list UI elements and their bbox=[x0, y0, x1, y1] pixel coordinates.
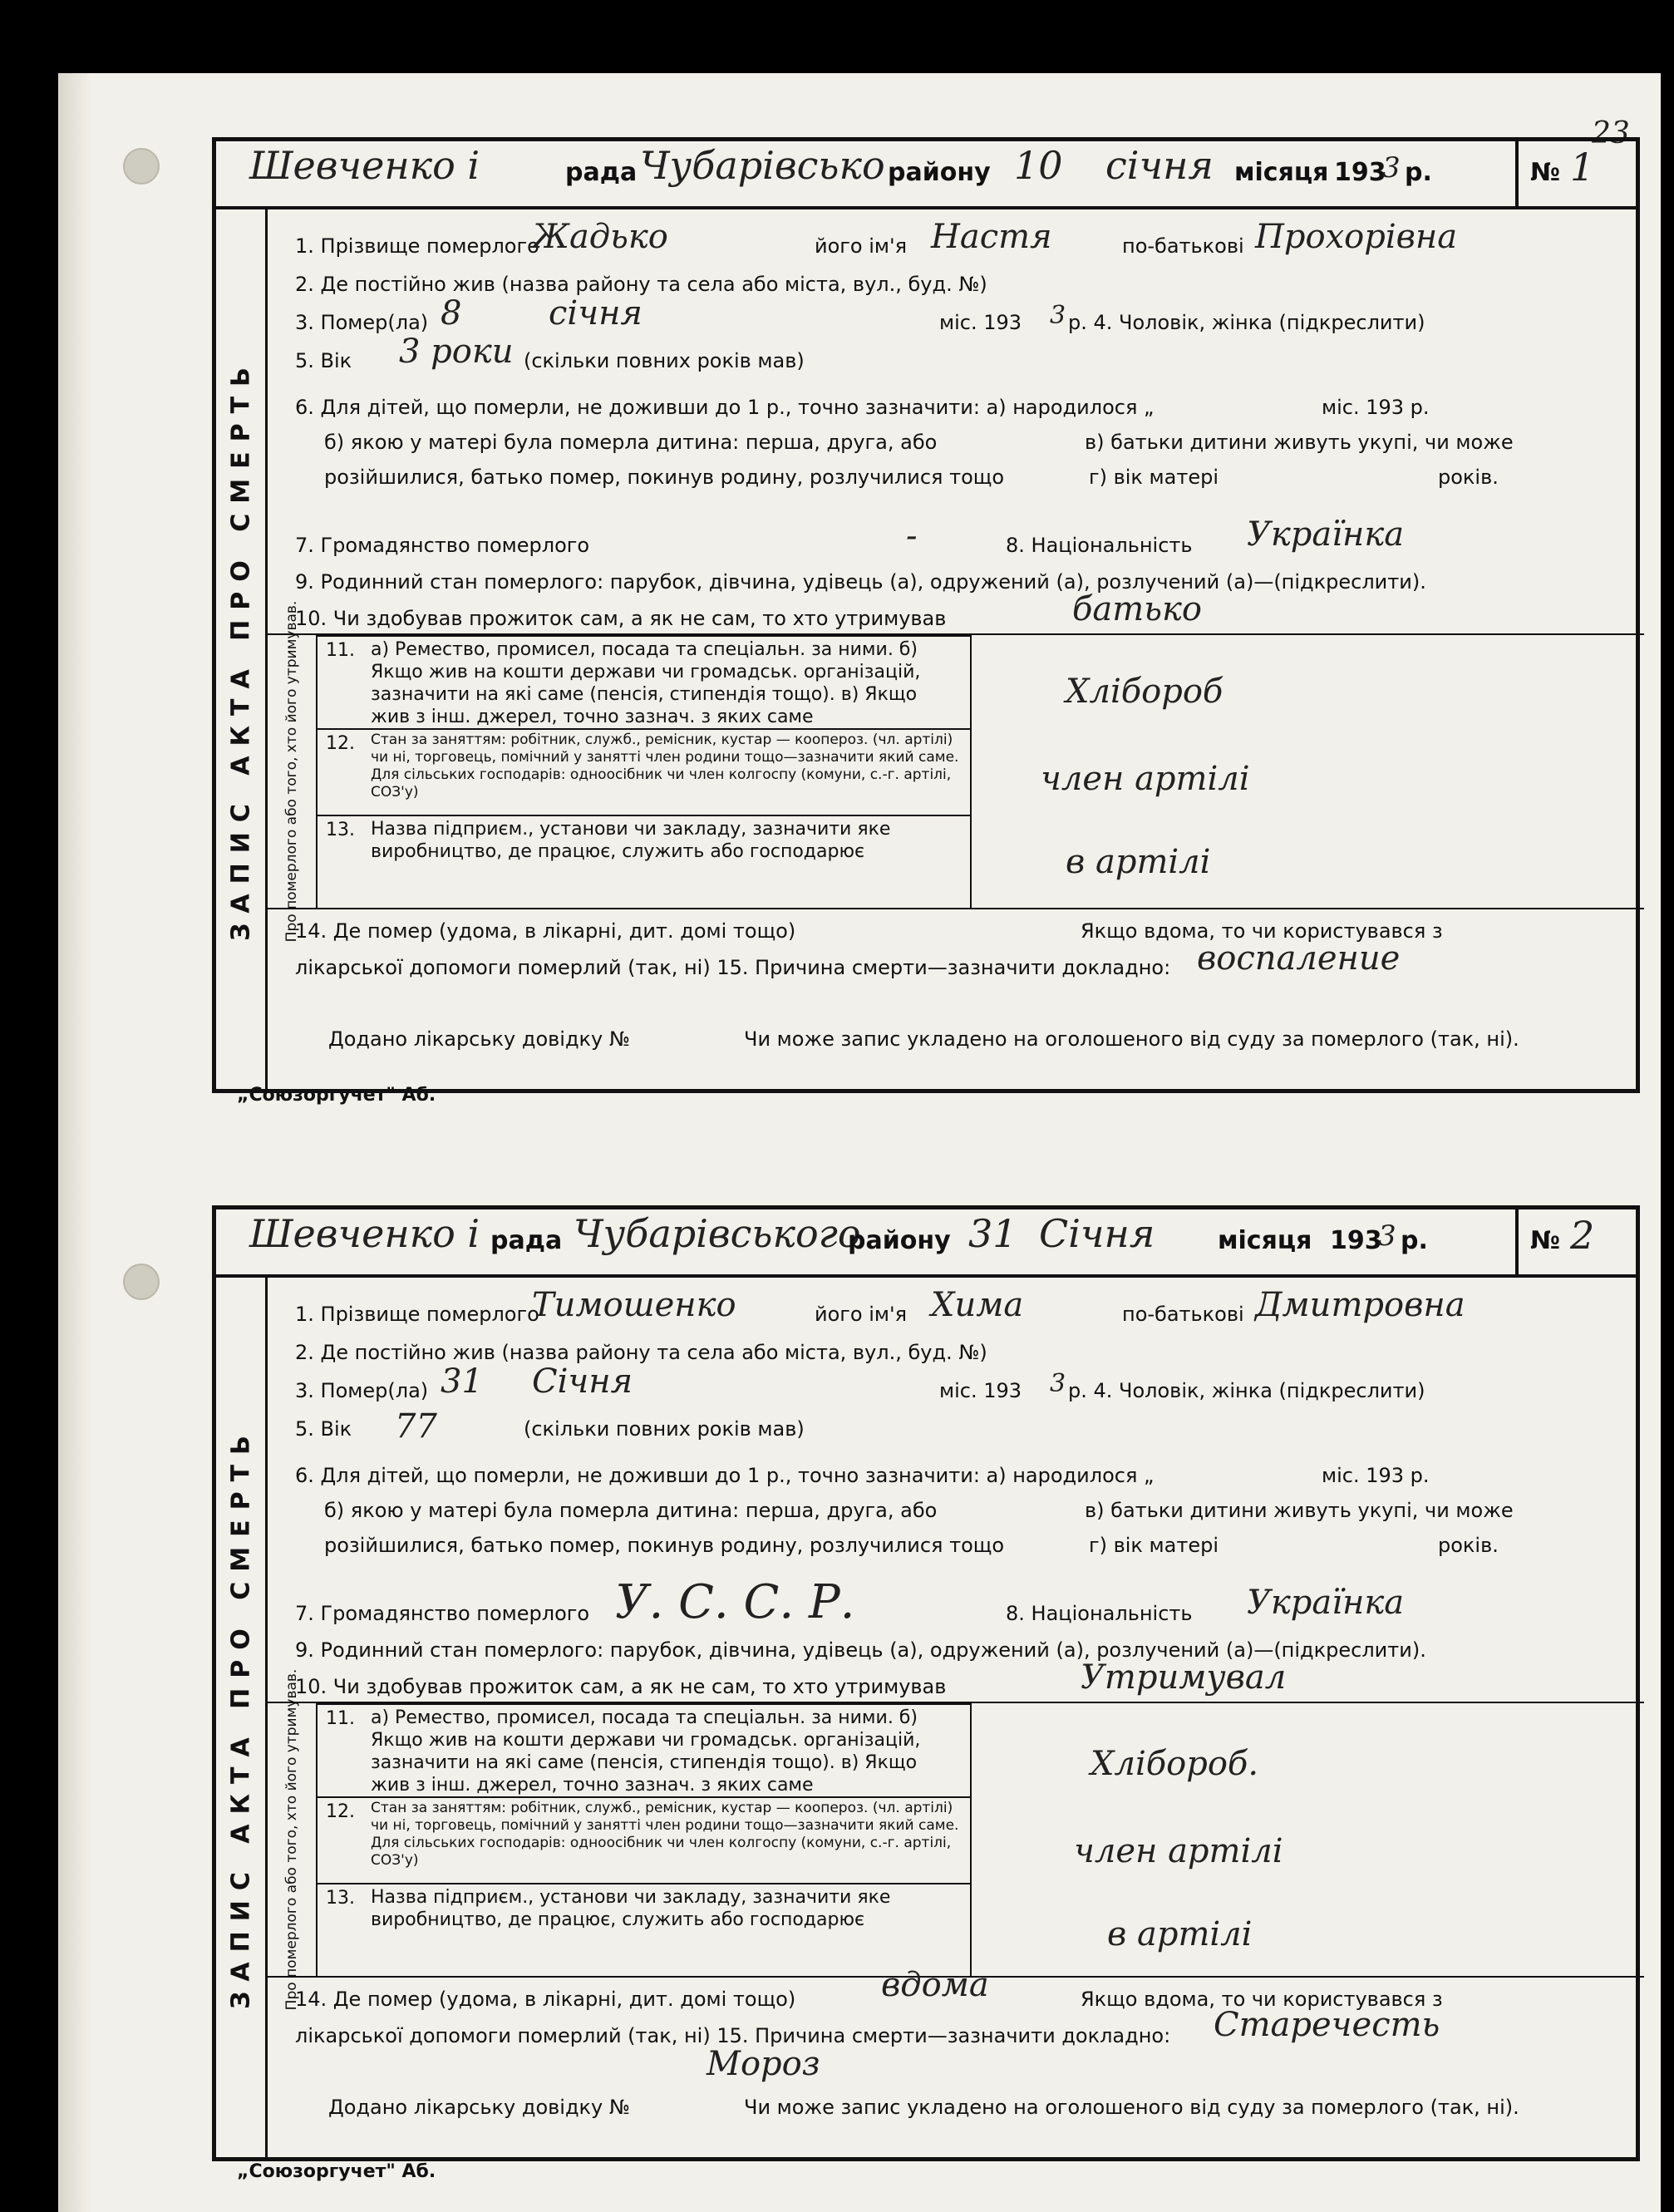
form-header bbox=[216, 1209, 1636, 1278]
supported-value: батько bbox=[1072, 590, 1202, 628]
nationality-value: Українка bbox=[1247, 1584, 1405, 1622]
sub-side-label bbox=[268, 600, 318, 943]
corner-page-mark: 23 bbox=[1592, 116, 1630, 150]
side-title-text: ЗАПИС АКТА ПРО СМЕРТЬ bbox=[226, 1426, 255, 2009]
year-label: 193 bbox=[1334, 158, 1386, 187]
rayon-value: Чубарівського bbox=[574, 1211, 861, 1256]
age-label: 5. Вік bbox=[295, 1417, 352, 1441]
row-11 bbox=[318, 1703, 970, 1796]
row-13-number: 13. bbox=[326, 1888, 355, 1909]
citizenship-value: - bbox=[906, 517, 918, 555]
parents-status-label: розійшилися, батько помер, покинув родину, розлучилися тощо bbox=[324, 466, 1005, 489]
workplace-value: в артілі bbox=[1066, 843, 1211, 881]
year-digit-value: 3 bbox=[1378, 1219, 1396, 1253]
died-year-digit-value: 3 bbox=[1050, 1369, 1066, 1398]
selrada-value: Шевченко і bbox=[249, 1211, 480, 1256]
sub-side-label bbox=[268, 1668, 318, 2011]
selrada-value: Шевченко і bbox=[249, 143, 480, 188]
nationality-label: 8. Національність bbox=[1006, 1602, 1193, 1625]
cause-value: воспаление bbox=[1197, 939, 1401, 978]
cause-label: лікарської допомоги померлий (так, ні) 15. Причина смерти—зазначити докладно: bbox=[295, 2024, 1171, 2047]
row-13-text: Назва підприєм., установи чи закладу, зазначити яке виробництво, де працює, служить або господарює bbox=[371, 819, 891, 862]
year-suffix-label: р. bbox=[1405, 158, 1432, 187]
side-title bbox=[216, 209, 268, 1089]
workplace-value: в артілі bbox=[1107, 1915, 1253, 1953]
years-label: років. bbox=[1438, 466, 1499, 489]
place-of-death-label: 14. Де помер (удома, в лікарні, дит. домі тощо) bbox=[295, 1988, 796, 2011]
rada-label: рада bbox=[490, 1226, 563, 1255]
medical-help-label: Якщо вдома, то чи користувався з bbox=[1081, 1988, 1443, 2011]
printer-stamp: „Союзоргучет" Аб. bbox=[237, 2161, 436, 2182]
rayonu-label: району bbox=[888, 158, 991, 187]
name-label: його ім'я bbox=[815, 1303, 908, 1326]
sub-side-text: Про померлого або того, хто його утримував. bbox=[283, 1668, 300, 2011]
patronymic-value: Прохорівна bbox=[1255, 218, 1458, 256]
died-year-digit-value: 3 bbox=[1050, 301, 1066, 330]
surname-label: 1. Прізвище померлого bbox=[295, 234, 539, 258]
supported-label: 10. Чи здобував прожиток сам, а як не сам, то хто утримував bbox=[295, 607, 947, 630]
children-label: 6. Для дітей, що померли, не доживши до 1 р., точно зазначити: а) народилося „ bbox=[295, 396, 1155, 419]
surname-value: Тимошенко bbox=[532, 1286, 736, 1324]
died-year-label: міс. 193 bbox=[939, 1379, 1022, 1402]
form-header bbox=[216, 141, 1636, 209]
nationality-value: Українка bbox=[1247, 515, 1405, 554]
nationality-label: 8. Національність bbox=[1006, 534, 1193, 557]
row-12 bbox=[318, 1796, 970, 1883]
year-digit-value: 3 bbox=[1382, 151, 1401, 185]
citizenship-label: 7. Громадянство померлого bbox=[295, 534, 590, 557]
box-divider bbox=[970, 1703, 972, 1976]
age-hint: (скільки повних років мав) bbox=[524, 349, 805, 372]
children-label: 6. Для дітей, що померли, не доживши до 1 р., точно зазначити: а) народилося „ bbox=[295, 1464, 1155, 1487]
supported-value: Утримувал bbox=[1081, 1658, 1287, 1697]
cause-label: лікарської допомоги померлий (так, ні) 15. Причина смерти—зазначити докладно: bbox=[295, 956, 1171, 979]
record-number-box bbox=[1515, 1209, 1636, 1278]
record-number-value: 2 bbox=[1570, 1213, 1595, 1258]
date-month-value: січня bbox=[1105, 143, 1214, 188]
surname-label: 1. Прізвище померлого bbox=[295, 1303, 539, 1326]
line-1 bbox=[295, 234, 539, 258]
row-13 bbox=[318, 815, 970, 908]
death-record-form-2 bbox=[212, 1205, 1640, 2161]
row-12-number: 12. bbox=[326, 1801, 355, 1822]
patronymic-label: по-батькові bbox=[1122, 1303, 1244, 1326]
died-label: 3. Помер(ла) bbox=[295, 1379, 429, 1402]
side-title bbox=[216, 1278, 268, 2157]
row-12 bbox=[318, 728, 970, 815]
date-day-value: 31 bbox=[968, 1211, 1017, 1256]
certificate-label: Додано лікарську довідку № bbox=[328, 1027, 630, 1051]
died-day-value: 31 bbox=[441, 1362, 483, 1401]
age-label: 5. Вік bbox=[295, 349, 352, 372]
row-12-text: Стан за заняттям: робітник, служб., ремісник, кустар — коопероз. (чл. артілі) чи ні, торговець, помічний у занятті член родини тощо—зазначити який саме. Для сільських господарів: одноосібник чи член колгоспу (комуни, с.-г. артілі, СОЗ'у) bbox=[371, 732, 959, 801]
age-value: 77 bbox=[395, 1407, 437, 1446]
number-label: № bbox=[1530, 1226, 1561, 1255]
court-label: Чи може запис укладено на оголошеного від суду за померлого (так, ні). bbox=[744, 2096, 1519, 2119]
died-year-label: міс. 193 bbox=[939, 311, 1022, 334]
punch-hole bbox=[123, 1264, 160, 1300]
rada-label: рада bbox=[565, 158, 638, 187]
punch-hole bbox=[123, 148, 160, 185]
death-record-form-1 bbox=[212, 137, 1640, 1093]
row-13-text: Назва підприєм., установи чи закладу, зазначити яке виробництво, де працює, служить або господарює bbox=[371, 1887, 891, 1930]
misyatsia-label: місяця bbox=[1218, 1226, 1312, 1255]
date-month-value: Січня bbox=[1039, 1211, 1155, 1256]
children-year-label: міс. 193 р. bbox=[1322, 396, 1430, 419]
row-13 bbox=[318, 1883, 970, 1976]
year-label: 193 bbox=[1330, 1226, 1382, 1255]
printer-stamp: „Союзоргучет" Аб. bbox=[237, 1085, 436, 1106]
row-12-number: 12. bbox=[326, 733, 355, 754]
mother-age-label: г) вік матері bbox=[1089, 1534, 1219, 1557]
status-value: член артілі bbox=[1041, 760, 1250, 798]
row-11-number: 11. bbox=[326, 1708, 355, 1729]
parents-status-label: розійшилися, батько помер, покинув родину, розлучилися тощо bbox=[324, 1534, 1005, 1557]
children-year-label: міс. 193 р. bbox=[1322, 1464, 1430, 1487]
place-of-death-value: вдома bbox=[881, 1966, 989, 2004]
certificate-label: Додано лікарську довідку № bbox=[328, 2096, 630, 2119]
court-label: Чи може запис укладено на оголошеного від суду за померлого (так, ні). bbox=[744, 1027, 1519, 1051]
birth-order-label: б) якою у матері була померла дитина: перша, друга, або bbox=[324, 1499, 938, 1522]
medical-help-label: Якщо вдома, то чи користувався з bbox=[1081, 919, 1443, 943]
side-title-text: ЗАПИС АКТА ПРО СМЕРТЬ bbox=[226, 357, 255, 941]
occupation-value: Хлібороб bbox=[1066, 672, 1223, 711]
row-12-text: Стан за заняттям: робітник, служб., ремісник, кустар — коопероз. (чл. артілі) чи ні, торговець, помічний у занятті член родини тощо—зазначити який саме. Для сільських господарів: одноосібник чи член колгоспу (комуни, с.-г. артілі, СОЗ'у) bbox=[371, 1800, 959, 1869]
row-11-number: 11. bbox=[326, 640, 355, 661]
occupation-value: Хлібороб. bbox=[1091, 1745, 1259, 1783]
mother-age-label: г) вік матері bbox=[1089, 466, 1219, 489]
row-11-text: а) Ремество, промисел, посада та спеціальн. за ними. б) Якщо жив на кошти держави чи громадськ. організацій, зазначити на які саме (пенсія, стипендія тощо). в) Якщо жив з інш. джерел, точно зазнач. з яких саме bbox=[371, 639, 921, 727]
parents-label: в) батьки дитини живуть укупі, чи може bbox=[1085, 1499, 1514, 1522]
name-label: його ім'я bbox=[815, 234, 908, 258]
paper-left-edge bbox=[58, 73, 91, 2212]
doctor-value: Мороз bbox=[707, 2045, 820, 2083]
name-value: Настя bbox=[931, 218, 1052, 256]
record-number-box bbox=[1515, 141, 1636, 209]
died-day-value: 8 bbox=[441, 294, 462, 333]
box-divider bbox=[970, 635, 972, 908]
row-11 bbox=[318, 635, 970, 728]
patronymic-value: Дмитровна bbox=[1255, 1286, 1465, 1324]
residence-label: 2. Де постійно жив (назва району та села або міста, вул., буд. №) bbox=[295, 273, 987, 296]
place-of-death-label: 14. Де помер (удома, в лікарні, дит. домі тощо) bbox=[295, 919, 796, 943]
years-label: років. bbox=[1438, 1534, 1499, 1557]
number-label: № bbox=[1530, 158, 1561, 187]
residence-label: 2. Де постійно жив (назва району та села або міста, вул., буд. №) bbox=[295, 1341, 987, 1364]
patronymic-label: по-батькові bbox=[1122, 234, 1244, 258]
year-suffix-label: р. bbox=[1401, 1226, 1428, 1255]
surname-value: Жадько bbox=[532, 218, 668, 256]
sex-label: р. 4. Чоловік, жінка (підкреслити) bbox=[1068, 311, 1425, 334]
age-value: 3 роки bbox=[399, 333, 514, 371]
died-month-value: січня bbox=[549, 294, 643, 333]
rayon-value: Чубарівсько bbox=[640, 143, 885, 188]
citizenship-label: 7. Громадянство померлого bbox=[295, 1602, 590, 1625]
supported-label: 10. Чи здобував прожиток сам, а як не сам, то хто утримував bbox=[295, 1675, 947, 1698]
misyatsia-label: місяця bbox=[1234, 158, 1329, 187]
row-13-number: 13. bbox=[326, 820, 355, 840]
sub-side-text: Про померлого або того, хто його утримував. bbox=[283, 600, 300, 943]
age-hint: (скільки повних років мав) bbox=[524, 1417, 805, 1441]
date-day-value: 10 bbox=[1014, 143, 1063, 188]
parents-label: в) батьки дитини живуть укупі, чи може bbox=[1085, 431, 1514, 454]
row-11-text: а) Ремество, промисел, посада та спеціальн. за ними. б) Якщо жив на кошти держави чи громадськ. організацій, зазначити на які саме (пенсія, стипендія тощо). в) Якщо жив з інш. джерел, точно зазнач. з яких саме bbox=[371, 1707, 921, 1796]
cause-value: Старечесть bbox=[1214, 2006, 1440, 2044]
citizenship-value: У. С. С. Р. bbox=[615, 1575, 855, 1629]
died-month-value: Січня bbox=[532, 1362, 633, 1401]
marital-status-label: 9. Родинний стан померлого: парубок, дівчина, удівець (а), одружений (а), розлучений (а)—(підкреслити). bbox=[295, 570, 1426, 594]
rayonu-label: району bbox=[848, 1226, 951, 1255]
birth-order-label: б) якою у матері була померла дитина: перша, друга, або bbox=[324, 431, 938, 454]
status-value: член артілі bbox=[1074, 1832, 1283, 1870]
marital-status-label: 9. Родинний стан померлого: парубок, дівчина, удівець (а), одружений (а), розлучений (а)—(підкреслити). bbox=[295, 1638, 1426, 1662]
name-value: Хима bbox=[931, 1286, 1024, 1324]
sex-label: р. 4. Чоловік, жінка (підкреслити) bbox=[1068, 1379, 1425, 1402]
record-number-value: 1 bbox=[1570, 145, 1595, 190]
died-label: 3. Помер(ла) bbox=[295, 311, 429, 334]
